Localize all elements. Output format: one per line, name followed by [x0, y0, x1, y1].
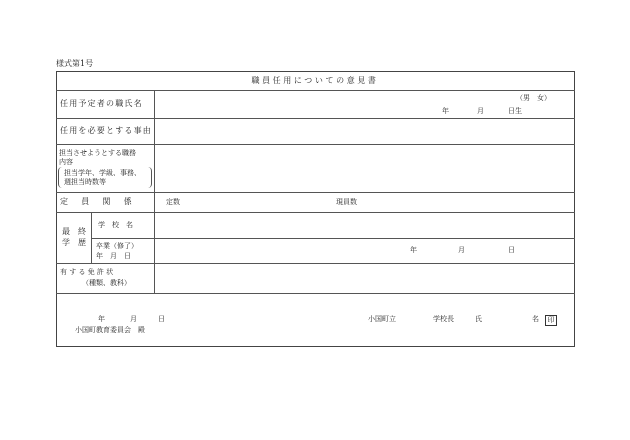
row-divider [56, 144, 575, 145]
form-frame [56, 71, 575, 347]
row-divider [56, 212, 575, 213]
date-year-label: 年 [98, 315, 105, 323]
name-label-second: 名 [532, 315, 539, 323]
current-staff-label: 現員数 [336, 198, 357, 206]
duty-note-line1: 担当学年、学級、事務、 [64, 169, 141, 177]
duty-label-continued: 内容 [59, 158, 73, 166]
quota-label: 定 員 関 係 [60, 197, 135, 206]
reason-label: 任用を必要とする事由 [60, 126, 152, 135]
graduation-month-label: 月 [458, 246, 465, 254]
candidate-label: 任用予定者の職氏名 [60, 99, 143, 108]
birth-year-label: 年 [442, 107, 449, 115]
column-divider [154, 90, 155, 293]
birth-day-label: 日生 [508, 107, 522, 115]
form-title: 職員任用についての意見書 [251, 76, 379, 85]
row-divider [56, 90, 575, 91]
school-name-field[interactable] [156, 214, 573, 236]
principal-label: 学校長 [433, 315, 454, 323]
reason-field[interactable] [156, 120, 573, 142]
addressee: 小国町教育委員会 殿 [75, 326, 145, 334]
school-prefix: 小国町立 [368, 315, 396, 323]
license-label: 有 す る 免 許 状 [60, 268, 114, 276]
row-divider [56, 293, 575, 294]
capacity-label: 定数 [166, 198, 180, 206]
date-day-label: 日 [158, 315, 165, 323]
education-label-continued: 学 歴 [62, 238, 86, 247]
graduation-label: 卒業（修了） [96, 242, 138, 250]
license-label-detail: （種類、教科） [82, 279, 131, 287]
school-name-label: 学 校 名 [98, 221, 133, 229]
date-month-label: 月 [130, 315, 137, 323]
graduation-label-continued: 年 月 日 [96, 252, 131, 260]
column-divider [91, 212, 92, 263]
row-divider [56, 192, 575, 193]
form-number: 様式第1号 [56, 59, 94, 68]
duty-field[interactable] [156, 146, 573, 190]
duty-label: 担当させようとする職務 [59, 149, 136, 157]
name-label-first: 氏 [475, 315, 482, 323]
row-divider [56, 118, 575, 119]
row-divider [91, 238, 575, 239]
seal-icon: 印 [545, 315, 557, 326]
license-field[interactable] [156, 265, 573, 291]
graduation-day-label: 日 [508, 246, 515, 254]
duty-note-line2: 週担当時数等 [64, 178, 106, 186]
row-divider [56, 263, 575, 264]
sex-field[interactable]: （男 女） [516, 94, 551, 102]
birth-month-label: 月 [477, 107, 484, 115]
education-label: 最 終 [62, 227, 86, 236]
graduation-year-label: 年 [410, 246, 417, 254]
